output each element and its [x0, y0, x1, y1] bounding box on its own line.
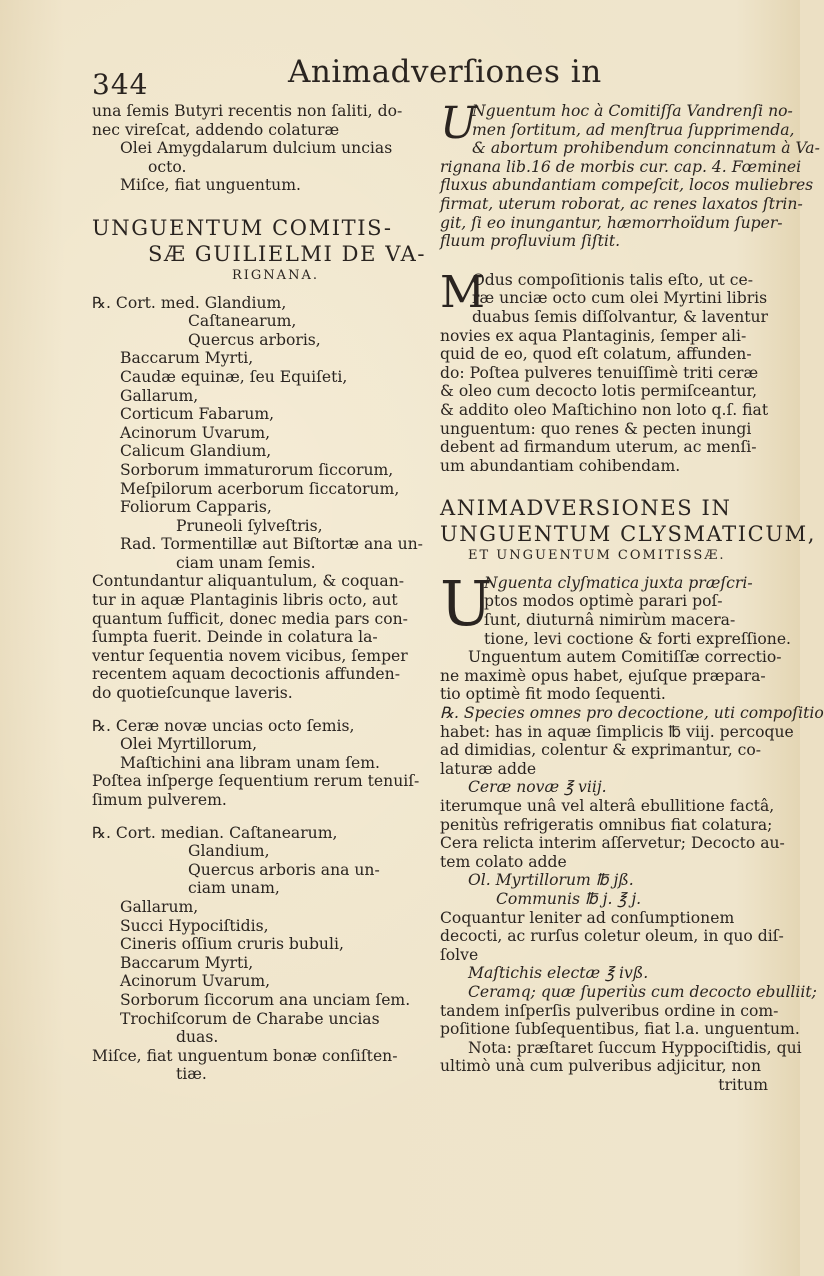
- recipe-line: tem colato adde: [440, 852, 567, 871]
- text-line: Odus compoſitionis talis eſto, ut ce-: [472, 270, 753, 289]
- intro-paragraph: [440, 98, 795, 149]
- section-heading: SÆ GUILIELMI DE VA-: [148, 241, 427, 266]
- text-line: quantum ſufficit, donec media pars con-: [92, 609, 408, 628]
- text-line: firmat, uterum roborat, ac renes laxatos ſtrin-: [440, 194, 803, 213]
- recipe-line: Rad. Tormentillæ aut Biſtortæ ana un-: [120, 535, 423, 554]
- text-line: tur in aquæ Plantaginis libris octo, aut: [92, 591, 398, 610]
- recipe-line: Quercus arboris,: [188, 330, 321, 349]
- recipe-line: Gallarum,: [120, 386, 199, 405]
- recipe-line: ciam unam,: [188, 879, 280, 898]
- text-line: nec vireſcat, addendo colaturæ: [92, 120, 340, 139]
- text-line: novies ex aqua Plantaginis, ſemper ali-: [440, 326, 747, 345]
- recipe-line: Ceramq; quæ ſuperiùs cum decocto ebulliit;: [468, 982, 817, 1001]
- recipe-line: Ceræ novæ ℥ viij.: [468, 778, 607, 797]
- text-line: fluxus abundantiam compeſcit, locos muliebres: [440, 176, 814, 195]
- recipe-line: Miſce, fiat unguentum bonæ conſiſten-: [92, 1046, 398, 1065]
- recipe-line: Cineris oſſium cruris bubuli,: [120, 935, 344, 954]
- recipe-line: Maſtichis electæ ℥ ivß.: [468, 964, 649, 983]
- recipe-line: ℞. Cort. median. Caſtanearum,: [92, 823, 338, 842]
- text-line: Nguentum hoc à Comitiſſa Vandrenſi no-: [472, 102, 793, 120]
- text-line: tio optimè fit modo ſequenti.: [440, 685, 666, 704]
- text-line: recentem aquam decoctionis affunden-: [92, 665, 400, 684]
- recipe-line: ciam unam ſemis.: [176, 553, 316, 572]
- recipe-line: Foliorum Capparis,: [120, 498, 272, 517]
- section-heading: UNGUENTUM CLYSMATICUM,: [440, 522, 817, 547]
- text-line: do: Poſtea pulveres tenuiſſimè triti ceræ: [440, 363, 759, 382]
- left-column: [92, 102, 427, 1084]
- text-line: ptos modos optimè parari poſ-: [484, 592, 723, 611]
- right-column: [440, 98, 824, 1095]
- text-line: duabus ſemis diſſolvantur, & laventur: [472, 307, 769, 326]
- recipe-line: Baccarum Myrti,: [120, 953, 254, 972]
- recipe-line: Quercus arboris ana un-: [188, 860, 380, 879]
- recipe-line: penitùs refrigeratis omnibus fiat colatura;: [440, 815, 773, 834]
- text-line: um abundantiam cohibendam.: [440, 456, 681, 475]
- text-line: ne maximè opus habet, ejuſque præpara-: [440, 666, 766, 685]
- recipe-line: Pruneoli ſylveſtris,: [176, 516, 323, 535]
- recipe-line: Sorborum immaturorum ſiccorum,: [120, 460, 394, 479]
- text-line: Nguenta clyſmatica juxta præſcri-: [484, 573, 753, 592]
- recipe-line: ℞. Species omnes pro decoctione, uti compoſitio: [440, 704, 824, 723]
- recipe-line: Trochiſcorum de Charabe uncias: [120, 1009, 380, 1028]
- section-heading: ET UNGUENTUM COMITISSÆ.: [468, 548, 726, 564]
- text-line: & addito oleo Maſtichino non loto q.ſ. fiat: [440, 400, 769, 419]
- text-line: fluum profluvium ſiſtit.: [440, 232, 621, 251]
- drop-capital: U: [440, 566, 493, 640]
- recipe-line: Nota: præſtaret ſuccum Hyppociſtidis, qui: [468, 1038, 802, 1057]
- text-line: ventur ſequentia novem vicibus, ſemper: [92, 646, 408, 665]
- recipe-line: Baccarum Myrti,: [120, 349, 254, 368]
- text-line: octo.: [148, 157, 187, 176]
- recipe-line: Cera relicta interim aſſervetur; Decocto au-: [440, 834, 785, 853]
- running-title: Animadverſiones in: [288, 54, 602, 90]
- recipe-line: ſolve: [440, 945, 479, 964]
- recipe-line: ſimum pulverem.: [92, 791, 227, 809]
- text-line: ſunt, diuturnâ nimirùm macera-: [484, 611, 736, 630]
- recipe-line: tandem inſperſis pulveribus ordine in com-: [440, 1001, 779, 1020]
- text-line: & abortum prohibendum concinnatum à Va-: [472, 139, 820, 158]
- text-line: tione, levi coctione & forti expreſſione.: [484, 629, 792, 648]
- recipe-line: Sorborum ſiccorum ana unciam ſem.: [120, 990, 411, 1009]
- recipe-line: Glandium,: [188, 842, 270, 861]
- recipe-line: Communis ℔ j. ℥ j.: [496, 889, 642, 908]
- text-line: unguentum: quo renes & pecten inungi: [440, 419, 752, 438]
- recipe-line: Poſtea inſperge ſequentium rerum tenuiſ-: [92, 772, 420, 791]
- drop-capital: M: [440, 266, 486, 318]
- recipe-line: duas.: [176, 1028, 219, 1047]
- text-line: Contundantur aliquantulum, & coquan-: [92, 572, 405, 591]
- text-line: men ſortitum, ad menſtrua ſupprimenda,: [472, 120, 795, 139]
- recipe-line: Corticum Fabarum,: [120, 405, 275, 424]
- recipe-line: Coquantur leniter ad conſumptionem: [440, 908, 735, 927]
- recipe-line: poſitione ſubſequentibus, fiat l.a. unguentum.: [440, 1020, 800, 1039]
- recipe-line: habet: has in aquæ ſimplicis ℔ viij. percoque: [440, 722, 794, 741]
- text-line: quid de eo, quod eſt colatum, affunden-: [440, 345, 752, 364]
- recipe-line: Succi Hypociſtidis,: [120, 916, 269, 935]
- recipe-line: tiæ.: [176, 1065, 207, 1084]
- text-line: do quotieſcunque laveris.: [92, 684, 293, 703]
- recipe-line: decocti, ac rurſus coletur oleum, in quo diſ-: [440, 927, 784, 946]
- recipe-line: Acinorum Uvarum,: [120, 972, 271, 991]
- recipe-line: Caudæ equinæ, ſeu Equiſeti,: [120, 367, 348, 386]
- recipe-line: laturæ adde: [440, 759, 537, 778]
- text-line: una ſemis Butyri recentis non ſaliti, do-: [92, 102, 403, 120]
- text-line: Unguentum autem Comitiſſæ correctio-: [468, 648, 782, 667]
- recipe-line: Caſtanearum,: [188, 312, 297, 331]
- section-heading: RIGNANA.: [232, 267, 319, 283]
- text-line: ſumpta fuerit. Deinde in colatura la-: [92, 628, 378, 647]
- text-line: & oleo cum decocto lotis permiſceantur,: [440, 382, 758, 401]
- catchword: tritum: [718, 1075, 768, 1094]
- text-line: rignana lib.16 de morbis cur. cap. 4. Fœminei: [440, 157, 802, 176]
- text-line: git, ſi eo inungantur, hæmorrhoïdum ſuper-: [440, 213, 783, 232]
- text-line: Miſce, fiat unguentum.: [120, 176, 301, 195]
- recipe-line: ℞. Ceræ novæ uncias octo ſemis,: [92, 716, 355, 735]
- text-line: Olei Amygdalarum dulcium uncias: [120, 139, 393, 158]
- recipe-line: Meſpilorum acerborum ſiccatorum,: [120, 479, 400, 498]
- recipe-line: Maſtichini ana libram unam ſem.: [120, 753, 380, 772]
- text-line: ræ unciæ octo cum olei Myrtini libris: [472, 289, 768, 308]
- section-heading: ANIMADVERSIONES IN: [440, 496, 732, 521]
- recipe-line: Calicum Glandium,: [120, 442, 272, 461]
- recipe-line: ultimò unà cum pulveribus adjicitur, non: [440, 1057, 762, 1076]
- section-heading: UNGUENTUM COMITIS-: [92, 215, 393, 240]
- text-line: debent ad firmandum uterum, ac menſi-: [440, 438, 757, 457]
- recipe-line: ad dimidias, colentur & exprimantur, co-: [440, 741, 762, 760]
- recipe-line: Olei Myrtillorum,: [120, 735, 258, 754]
- recipe-line: Gallarum,: [120, 897, 199, 916]
- recipe-line: ℞. Cort. med. Glandium,: [92, 293, 287, 312]
- recipe-line: Ol. Myrtillorum ℔ jß.: [468, 871, 634, 890]
- recipe-line: iterumque unâ vel alterâ ebullitione factâ,: [440, 797, 775, 815]
- drop-capital: U: [440, 98, 478, 149]
- page-number: 344: [92, 68, 149, 101]
- recipe-line: Acinorum Uvarum,: [120, 423, 271, 442]
